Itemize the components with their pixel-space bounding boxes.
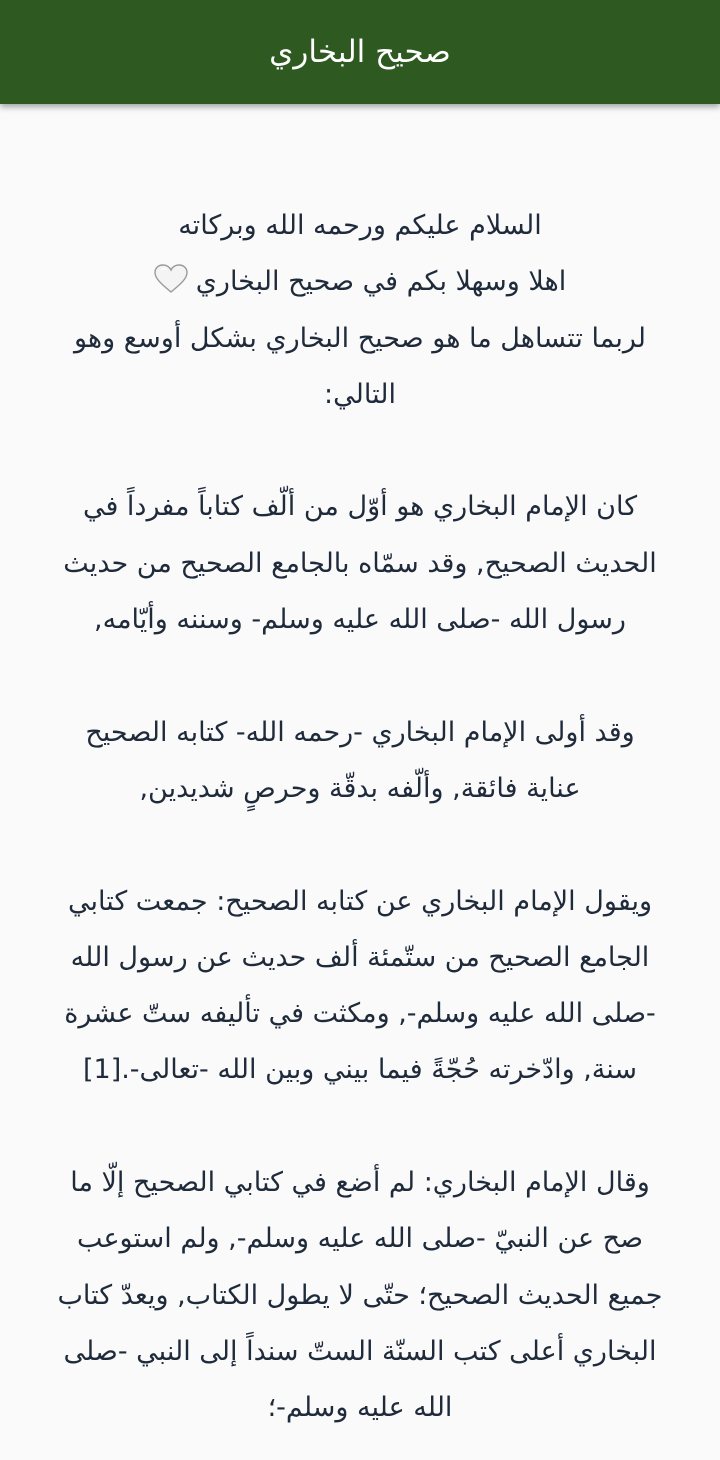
paragraph-gap <box>28 648 692 704</box>
text-line: الله عليه وسلم-؛ <box>267 1392 453 1424</box>
white-heart-icon <box>154 264 188 294</box>
text-line: الحديث الصحيح, وقد سمّاه بالجامع الصحيح من حديث <box>63 547 657 579</box>
app-bar <box>0 0 720 104</box>
text-line: لربما تتساهل ما هو صحيح البخاري بشكل أوسع وهو <box>73 322 647 354</box>
text-line: البخاري أعلى كتب السنّة الستّ سنداً إلى النبي -صلى <box>63 1335 657 1367</box>
text-line: جميع الحديث الصحيح؛ حتّى لا يطول الكتاب, ويعدّ كتاب <box>57 1279 663 1311</box>
text-line: كان الإمام البخاري هو أوّل من ألّف كتاباً مفرداً في <box>82 491 638 523</box>
text-line: عناية فائقة, وألّفه بدقّة وحرصٍ شديدين, <box>139 772 581 804</box>
text-line: رسول الله -صلى الله عليه وسلم- وسننه وأيّامه, <box>94 604 626 636</box>
text-line: التالي: <box>324 378 396 410</box>
text-line: الجامع الصحيح من ستّمئة ألف حديث عن رسول الله <box>70 941 650 973</box>
text-line: سنة, وادّخرته حُجّةً فيما بيني وبين الله -تعالى-.[1] <box>82 1054 638 1086</box>
paragraph-gap <box>28 423 692 479</box>
paragraph-gap <box>28 817 692 873</box>
text-line: السلام عليكم ورحمه الله وبركاته <box>178 210 542 241</box>
text-line: -صلى الله عليه وسلم-, ومكثت في تأليفه ستّ عشرة <box>64 998 656 1030</box>
text-line: ويقول الإمام البخاري عن كتابه الصحيح: جمعت كتابي <box>67 885 653 917</box>
article-body <box>28 198 692 1437</box>
text-line: وقد أولى الإمام البخاري -رحمه الله- كتابه الصحيح <box>85 716 635 748</box>
paragraph-gap <box>28 1099 692 1155</box>
text-line: صح عن النبيّ -صلى الله عليه وسلم-, ولم استوعب <box>76 1223 644 1255</box>
text-line: اهلا وسهلا بكم في صحيح البخاري <box>28 254 692 310</box>
text-line: وقال الإمام البخاري: لم أضع في كتابي الصحيح إلّا ما <box>70 1167 650 1199</box>
app-title: صحيح البخاري <box>269 34 451 70</box>
